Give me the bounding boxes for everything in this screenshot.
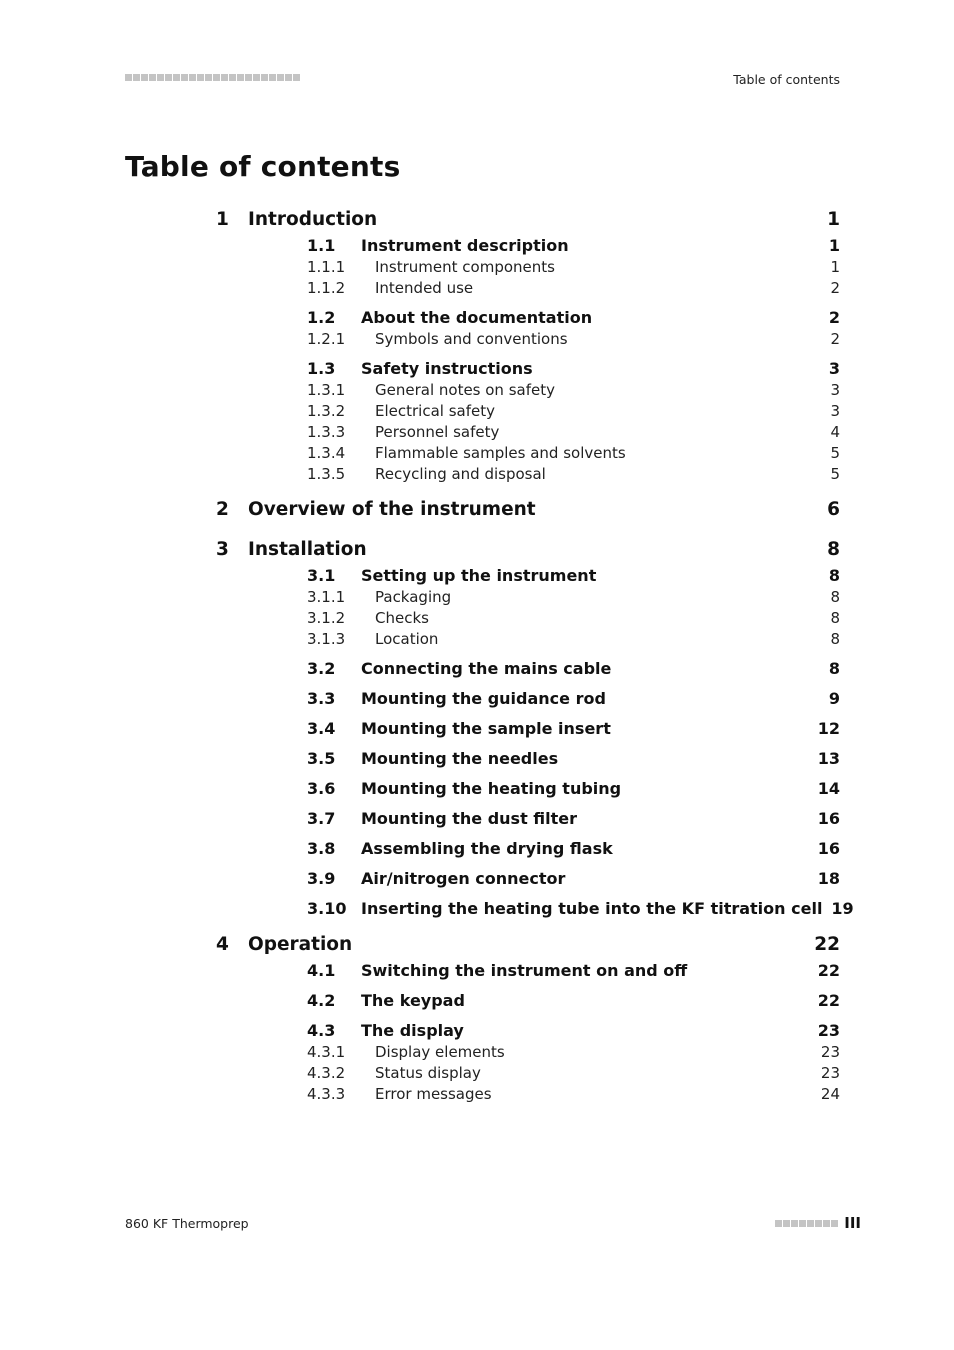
section-title: Mounting the guidance rod: [361, 689, 606, 708]
subsection-title: Recycling and disposal: [375, 465, 546, 483]
section-number: 4.1: [307, 961, 336, 980]
chapter-title: Installation: [248, 539, 367, 560]
section-number: 3.9: [307, 869, 336, 888]
section-title: Switching the instrument on and off: [361, 961, 688, 980]
section-number: 3.8: [307, 839, 336, 858]
header-decoration-squares: [125, 74, 300, 81]
section-title: Assembling the drying flask: [361, 839, 613, 858]
toc-subsection[interactable]: [216, 329, 840, 350]
subsection-number: 1.2.1: [307, 330, 346, 348]
product-name: 860 KF Thermoprep: [125, 1216, 249, 1231]
subsection-number: 1.3.3: [307, 423, 346, 441]
section-title: Mounting the sample insert: [361, 719, 611, 738]
section-number: 4.2: [307, 991, 336, 1010]
section-title: About the documentation: [361, 308, 593, 327]
subsection-title: Error messages: [375, 1085, 492, 1103]
section-page: 12: [817, 719, 840, 738]
section-page: 22: [817, 991, 840, 1010]
toc-section[interactable]: [216, 358, 840, 380]
subsection-title: General notes on safety: [375, 381, 555, 399]
chapter-page: 1: [827, 209, 840, 230]
page-title: Table of contents: [125, 150, 401, 183]
toc-subsection[interactable]: [216, 422, 840, 443]
toc-section[interactable]: [216, 718, 840, 740]
section-title: Connecting the mains cable: [361, 659, 612, 678]
chapter-title: Overview of the instrument: [248, 499, 536, 520]
subsection-number: 1.3.1: [307, 381, 346, 399]
toc-subsection[interactable]: [216, 401, 840, 422]
toc-subsection[interactable]: [216, 587, 840, 608]
toc-section[interactable]: [216, 307, 840, 329]
section-page: 8: [828, 659, 840, 678]
table-of-contents: [216, 205, 854, 1105]
section-number: 3.5: [307, 749, 336, 768]
subsection-page: 5: [830, 444, 840, 462]
toc-subsection[interactable]: [216, 464, 840, 485]
toc-subsection[interactable]: [216, 1084, 840, 1105]
footer-page-marker: [775, 1214, 861, 1232]
subsection-number: 1.3.2: [307, 402, 346, 420]
subsection-title: Display elements: [375, 1043, 505, 1061]
toc-section[interactable]: [216, 565, 840, 587]
subsection-title: Flammable samples and solvents: [375, 444, 626, 462]
toc-section[interactable]: [216, 898, 854, 920]
toc-section[interactable]: [216, 778, 840, 800]
toc-subsection[interactable]: [216, 380, 840, 401]
subsection-page: 3: [830, 381, 840, 399]
page-number: III: [844, 1214, 861, 1232]
subsection-title: Location: [375, 630, 439, 648]
chapter-number: 1: [216, 209, 229, 230]
subsection-title: Checks: [375, 609, 429, 627]
toc-section[interactable]: [216, 688, 840, 710]
subsection-number: 4.3.2: [307, 1064, 346, 1082]
chapter-page: 8: [827, 539, 840, 560]
subsection-number: 4.3.1: [307, 1043, 346, 1061]
section-number: 3.2: [307, 659, 336, 678]
section-number: 3.3: [307, 689, 336, 708]
section-page: 9: [828, 689, 840, 708]
chapter-page: 22: [814, 934, 840, 955]
section-title: Instrument description: [361, 236, 569, 255]
section-page: 2: [828, 308, 840, 327]
toc-chapter[interactable]: [216, 535, 840, 565]
section-number: 3.6: [307, 779, 336, 798]
subsection-title: Electrical safety: [375, 402, 495, 420]
subsection-number: 1.1.2: [307, 279, 346, 297]
subsection-number: 4.3.3: [307, 1085, 346, 1103]
chapter-number: 2: [216, 499, 229, 520]
subsection-number: 1.1.1: [307, 258, 346, 276]
section-number: 3.10: [307, 899, 347, 918]
section-title: Mounting the heating tubing: [361, 779, 622, 798]
section-number: 3.1: [307, 566, 336, 585]
section-page: 23: [817, 1021, 840, 1040]
subsection-number: 3.1.3: [307, 630, 346, 648]
chapter-number: 4: [216, 934, 229, 955]
section-number: 1.1: [307, 236, 336, 255]
chapter-page: 6: [827, 499, 840, 520]
section-page: 16: [817, 839, 840, 858]
toc-subsection[interactable]: [216, 257, 840, 278]
subsection-number: 3.1.1: [307, 588, 346, 606]
section-title: Air/nitrogen connector: [361, 869, 566, 888]
section-page: 18: [817, 869, 840, 888]
section-number: 1.3: [307, 359, 336, 378]
toc-section[interactable]: [216, 808, 840, 830]
subsection-number: 1.3.5: [307, 465, 346, 483]
subsection-title: Status display: [375, 1064, 481, 1082]
toc-subsection[interactable]: [216, 608, 840, 629]
toc-subsection[interactable]: [216, 1042, 840, 1063]
subsection-page: 23: [820, 1064, 840, 1082]
section-title: Setting up the instrument: [361, 566, 597, 585]
section-page: 19: [831, 899, 854, 918]
subsection-page: 2: [830, 330, 840, 348]
toc-section[interactable]: [216, 235, 840, 257]
section-title: The display: [361, 1021, 464, 1040]
subsection-title: Personnel safety: [375, 423, 500, 441]
section-page: 8: [828, 566, 840, 585]
running-header-title: Table of contents: [733, 72, 840, 87]
subsection-page: 8: [830, 588, 840, 606]
toc-subsection[interactable]: [216, 278, 840, 299]
toc-chapter[interactable]: [216, 930, 840, 960]
toc-section[interactable]: [216, 838, 840, 860]
section-page: 1: [828, 236, 840, 255]
section-title: Mounting the needles: [361, 749, 559, 768]
section-number: 3.4: [307, 719, 336, 738]
toc-section[interactable]: [216, 868, 840, 890]
section-page: 16: [817, 809, 840, 828]
toc-section[interactable]: [216, 960, 840, 982]
section-page: 3: [828, 359, 840, 378]
subsection-title: Intended use: [375, 279, 474, 297]
running-footer: [125, 1214, 861, 1234]
toc-subsection[interactable]: [216, 443, 840, 464]
toc-section[interactable]: [216, 990, 840, 1012]
subsection-page: 1: [830, 258, 840, 276]
section-number: 1.2: [307, 308, 336, 327]
toc-subsection[interactable]: [216, 1063, 840, 1084]
section-title: Mounting the dust filter: [361, 809, 578, 828]
subsection-page: 4: [830, 423, 840, 441]
section-page: 14: [817, 779, 840, 798]
chapter-number: 3: [216, 539, 229, 560]
toc-section[interactable]: [216, 658, 840, 680]
section-title: The keypad: [361, 991, 465, 1010]
subsection-title: Packaging: [375, 588, 452, 606]
subsection-page: 24: [820, 1085, 840, 1103]
chapter-title: Operation: [248, 934, 353, 955]
toc-chapter[interactable]: [216, 205, 840, 235]
subsection-number: 3.1.2: [307, 609, 346, 627]
chapter-title: Introduction: [248, 209, 378, 230]
subsection-title: Instrument components: [375, 258, 555, 276]
toc-section[interactable]: [216, 1020, 840, 1042]
subsection-page: 3: [830, 402, 840, 420]
subsection-page: 5: [830, 465, 840, 483]
subsection-page: 8: [830, 630, 840, 648]
section-page: 13: [817, 749, 840, 768]
section-number: 3.7: [307, 809, 336, 828]
toc-chapter[interactable]: [216, 495, 840, 525]
subsection-number: 1.3.4: [307, 444, 346, 462]
toc-section[interactable]: [216, 748, 840, 770]
section-title: Inserting the heating tube into the KF titration cell: [361, 899, 823, 918]
subsection-page: 23: [820, 1043, 840, 1061]
section-number: 4.3: [307, 1021, 336, 1040]
section-title: Safety instructions: [361, 359, 533, 378]
footer-decoration-squares: [775, 1220, 838, 1227]
running-header: [125, 70, 840, 88]
subsection-page: 2: [830, 279, 840, 297]
toc-subsection[interactable]: [216, 629, 840, 650]
section-page: 22: [817, 961, 840, 980]
subsection-page: 8: [830, 609, 840, 627]
subsection-title: Symbols and conventions: [375, 330, 568, 348]
